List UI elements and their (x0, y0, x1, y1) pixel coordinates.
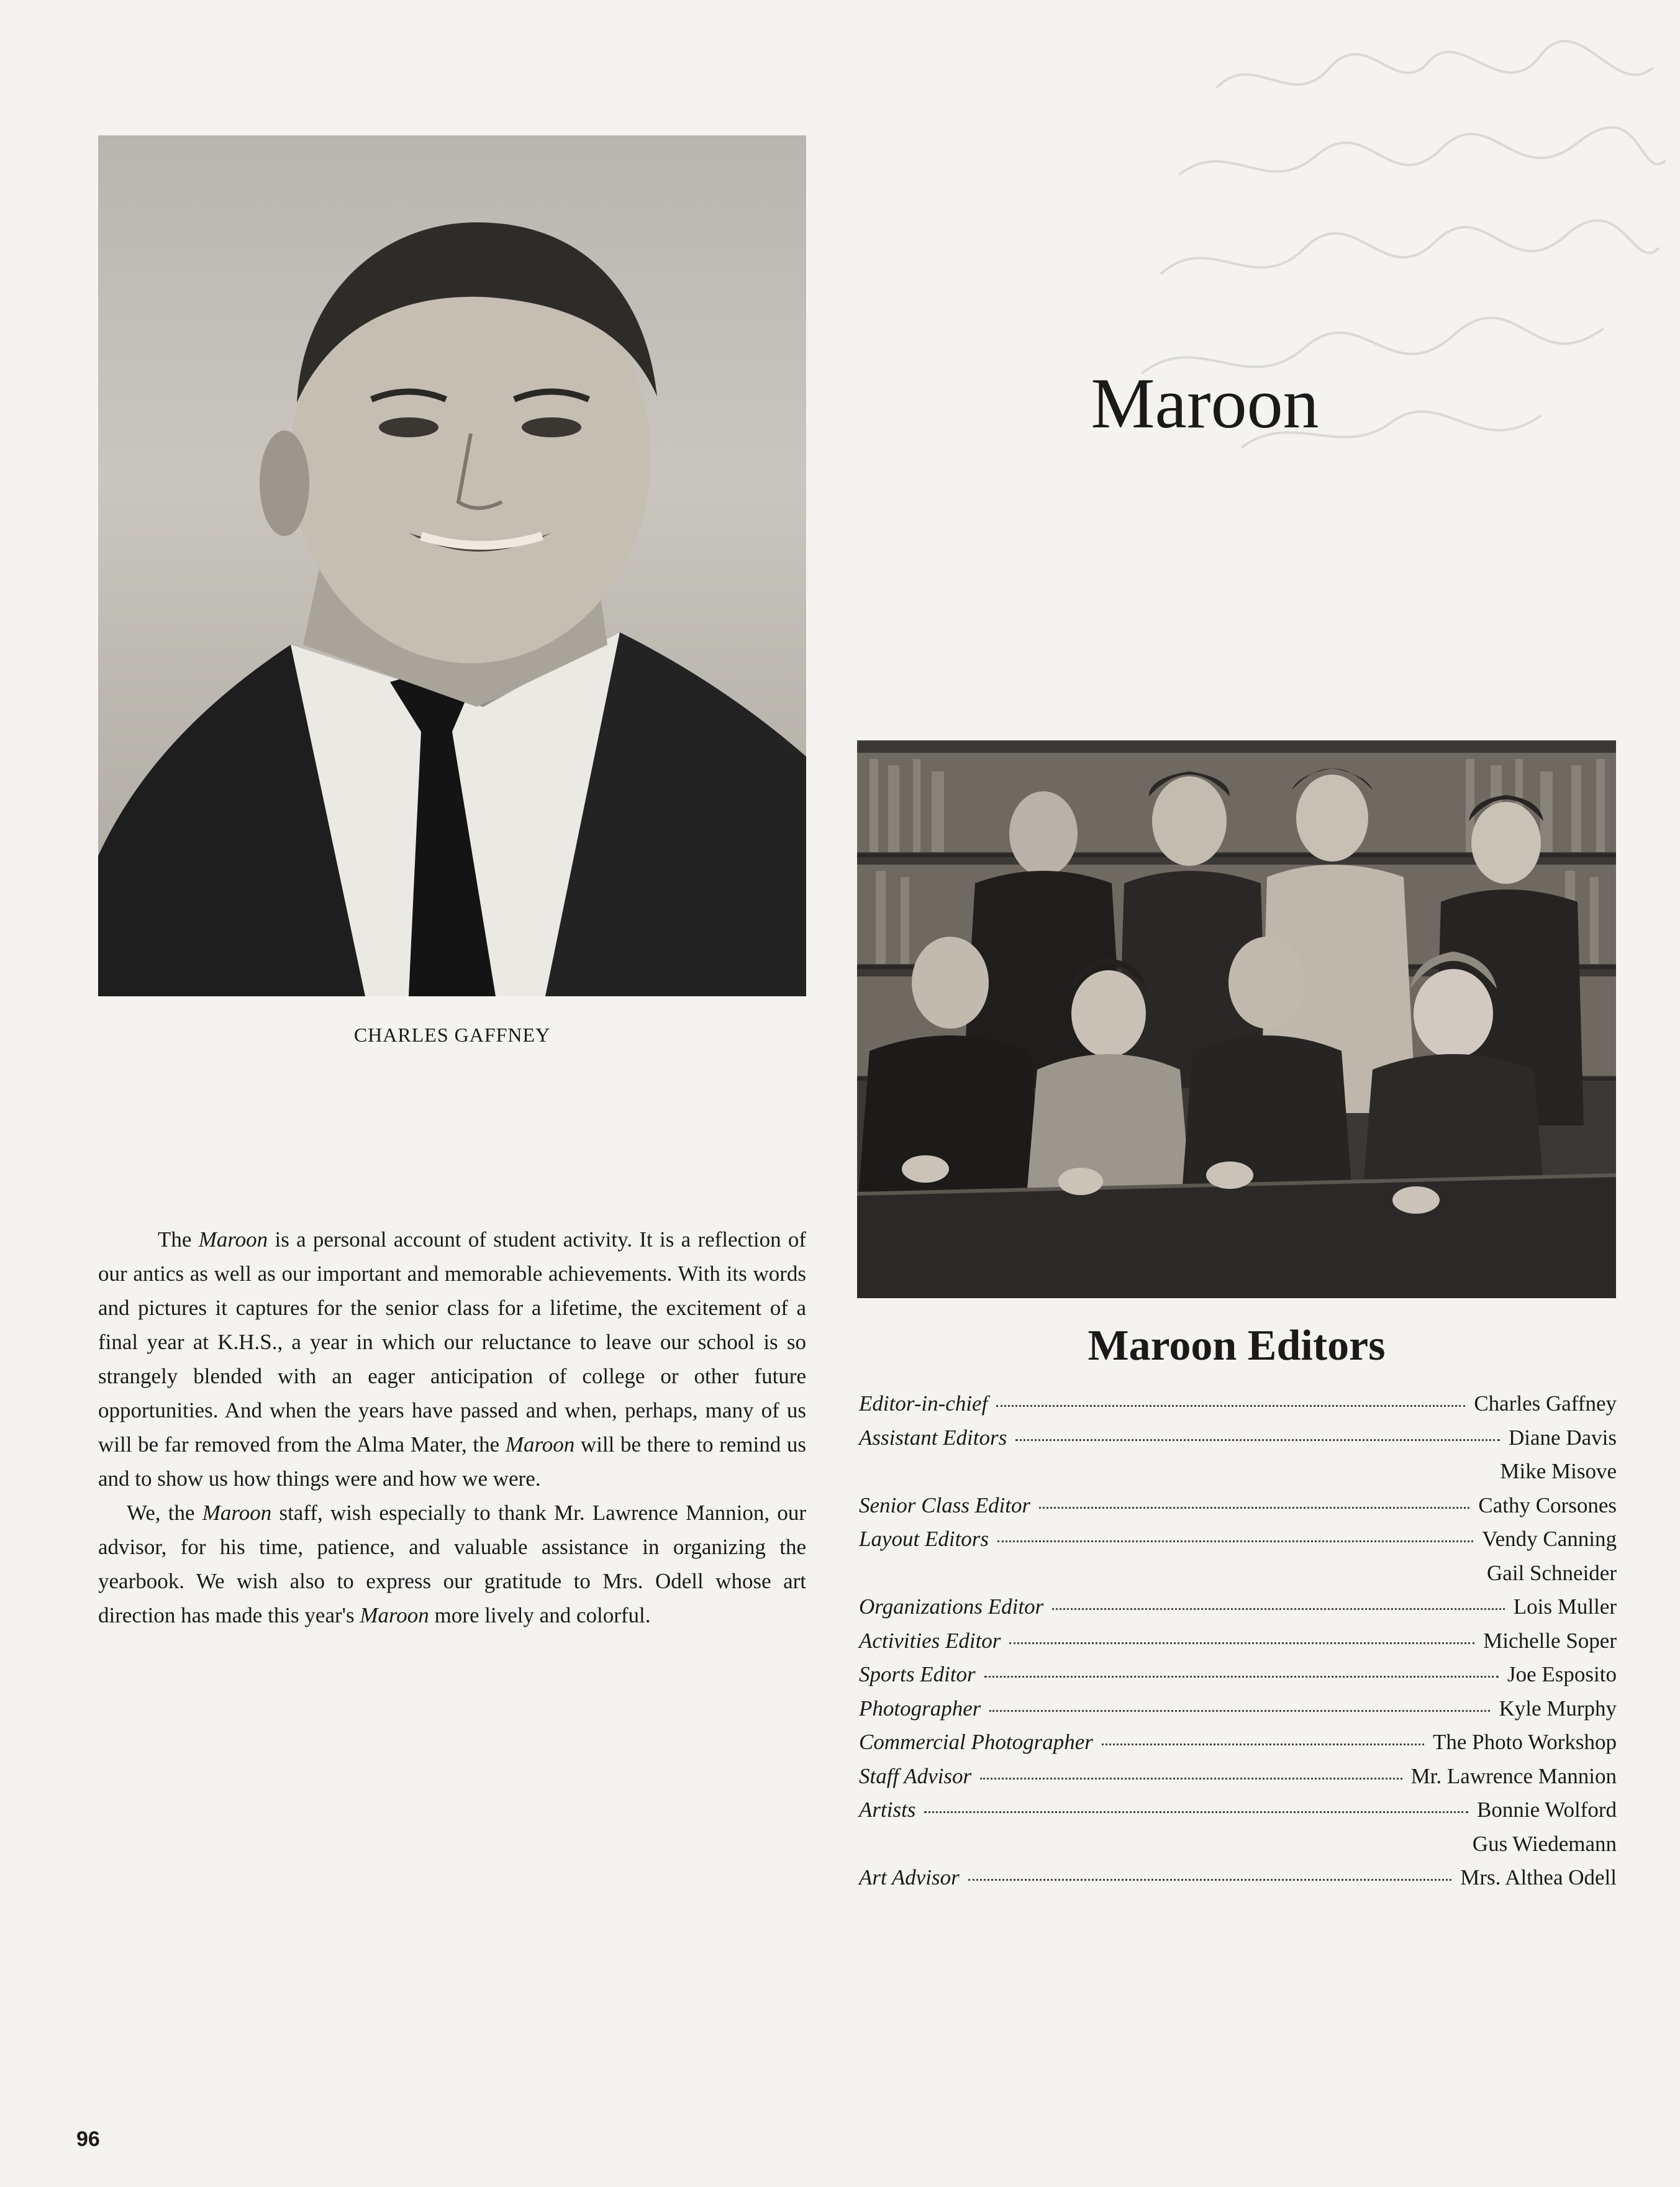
editor-row (859, 1662, 1617, 1696)
portrait-photo (98, 135, 806, 996)
editor-name: Mr. Lawrence Mannion (1410, 1763, 1617, 1788)
editor-name: Mrs. Althea Odell (1460, 1865, 1617, 1889)
editor-row (859, 1459, 1617, 1493)
editor-role: Staff Advisor (859, 1763, 972, 1788)
portrait-caption: CHARLES GAFFNEY (353, 1024, 551, 1046)
editor-role: Commercial Photographer (859, 1730, 1093, 1754)
editor-row (859, 1594, 1617, 1629)
editor-role: Art Advisor (859, 1865, 960, 1889)
editor-row (859, 1493, 1617, 1527)
group-photo (857, 740, 1616, 1298)
editor-role: Assistant Editors (859, 1425, 1007, 1450)
editor-row (859, 1798, 1617, 1832)
editor-name: Joe Esposito (1507, 1662, 1617, 1686)
editor-role: Senior Class Editor (859, 1493, 1031, 1517)
editor-role: Activities Editor (859, 1628, 1001, 1653)
editor-row (859, 1425, 1617, 1460)
editor-name: Michelle Soper (1483, 1628, 1617, 1653)
editor-role: Editor-in-chief (859, 1391, 988, 1416)
dot-leader (997, 1540, 1473, 1542)
page-number: 96 (76, 2127, 100, 2151)
dot-leader (989, 1710, 1490, 1712)
editor-name: Cathy Corsones (1478, 1493, 1617, 1517)
dot-leader (1015, 1439, 1500, 1441)
dot-leader (1102, 1744, 1424, 1745)
editors-list (859, 1391, 1617, 1899)
editor-row (859, 1696, 1617, 1730)
editor-name: Gail Schneider (1487, 1560, 1617, 1585)
editor-name: Gus Wiedemann (1472, 1831, 1617, 1856)
editor-row (859, 1764, 1617, 1798)
editor-name: The Photo Workshop (1433, 1730, 1617, 1754)
editor-name: Diane Davis (1509, 1425, 1617, 1450)
body-paragraph-2: We, the Maroon staff, wish especially to thank Mr. Lawrence Mannion, our advisor, for his time, patience, and valuable assistance in organizing the yearbook. We wish also to express our gratitude to Mrs. Odell whose art direction has made this year's Maroon more lively and colorful. (98, 1501, 807, 1627)
editor-name: Kyle Murphy (1499, 1696, 1617, 1721)
dot-leader (996, 1405, 1465, 1407)
editor-role: Sports Editor (859, 1662, 976, 1686)
editor-row (859, 1629, 1617, 1663)
editor-name: Charles Gaffney (1474, 1391, 1617, 1416)
body-text (98, 1222, 806, 1632)
editor-row (859, 1527, 1617, 1561)
editor-role: Artists (859, 1798, 916, 1822)
dot-leader (968, 1879, 1451, 1881)
dot-leader (1009, 1642, 1474, 1644)
editor-role: Organizations Editor (859, 1594, 1044, 1619)
editors-heading: Maroon Editors (1087, 1322, 1386, 1370)
dot-leader (924, 1811, 1468, 1813)
editor-name: Mike Misove (1500, 1459, 1617, 1483)
editor-row (859, 1730, 1617, 1764)
editor-row (859, 1832, 1617, 1866)
dot-leader (984, 1676, 1499, 1678)
dot-leader (1052, 1608, 1505, 1610)
dot-leader (1039, 1507, 1469, 1509)
editor-name: Vendy Canning (1482, 1527, 1617, 1551)
editor-role: Photographer (859, 1696, 981, 1721)
editor-role: Layout Editors (859, 1527, 989, 1551)
editor-row (859, 1561, 1617, 1595)
editor-row (859, 1865, 1617, 1899)
editor-name: Lois Muller (1513, 1594, 1617, 1619)
page-title: Maroon (1091, 364, 1319, 443)
dot-leader (980, 1778, 1402, 1780)
body-paragraph-1: The Maroon is a personal account of student activity. It is a reflection of our antics as well as our important and memorable achievements. With its words and pictures it captures for the senior class for a lifetime, the excitement of a final year at K.H.S., a year in which our reluctance to leave our school is so strangely blended with an eager anticipation of college or other future opportunities. And when the years have passed and when, perhaps, many of us will be far removed from the Alma Mater, the Maroon will be there to remind us and to show us how things were and how we were. (98, 1227, 807, 1491)
editor-row (859, 1391, 1617, 1425)
editor-name: Bonnie Wolford (1477, 1798, 1617, 1822)
